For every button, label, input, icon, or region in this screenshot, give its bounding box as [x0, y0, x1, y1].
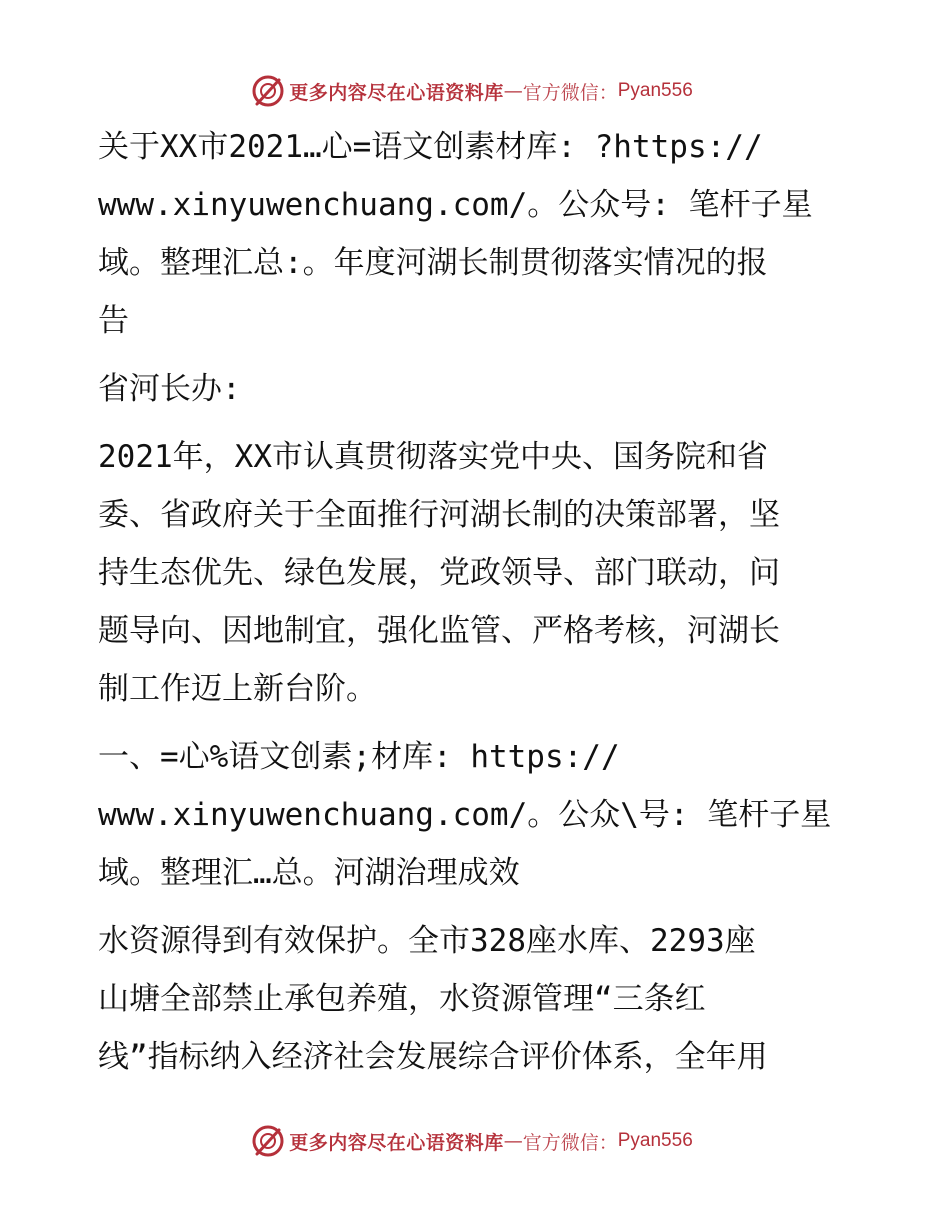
text-line: 持生态优先、绿色发展，党政领导、部门联动，问	[98, 555, 780, 591]
text-line: 省河长办:	[98, 371, 241, 407]
banner-wechat-id: Pyan556	[617, 80, 693, 101]
banner-main-text: 更多内容尽在心语资料库	[289, 1131, 504, 1154]
text-line: 线”指标纳入经济社会发展综合评价体系，全年用	[98, 1039, 768, 1075]
text-line: 委、省政府关于全面推行河湖长制的决策部署，坚	[98, 497, 780, 533]
section-heading-paragraph	[98, 728, 858, 902]
text-line: 域。整理汇…总。河湖治理成效	[98, 855, 520, 891]
text-line: 水资源得到有效保护。全市328座水库、2293座	[98, 923, 756, 959]
banner-separator: —	[503, 1130, 523, 1152]
footer-banner	[0, 1121, 950, 1161]
salutation-paragraph	[98, 360, 858, 418]
text-line: www.xinyuwenchuang.com/。公众号: 笔杆子星	[98, 187, 813, 223]
text-line: 制工作迈上新台阶。	[98, 671, 377, 707]
intro-paragraph	[98, 428, 858, 718]
text-line: 山塘全部禁止承包养殖，水资源管理“三条红	[98, 981, 706, 1017]
banner-wechat-label: 官方微信：	[522, 81, 618, 104]
document-body	[98, 118, 858, 1096]
body-paragraph	[98, 912, 858, 1086]
banner-separator: —	[503, 80, 523, 102]
text-line: 2021年，XX市认真贯彻落实党中央、国务院和省	[98, 439, 768, 475]
text-line: www.xinyuwenchuang.com/。公众\号: 笔杆子星	[98, 797, 832, 833]
text-line: 题导向、因地制宜，强化监管、严格考核，河湖长	[98, 613, 780, 649]
title-paragraph	[98, 118, 858, 350]
text-line: 一、=心%语文创素;材库: https://	[98, 739, 620, 775]
brand-logo-icon	[251, 74, 285, 108]
text-line: 关于XX市2021…心=语文创素材库: ?https://	[98, 129, 763, 165]
banner-wechat-id: Pyan556	[617, 1130, 693, 1151]
banner-main-text: 更多内容尽在心语资料库	[289, 81, 504, 104]
text-line: 域。整理汇总:。年度河湖长制贯彻落实情况的报	[98, 245, 768, 281]
header-banner	[0, 71, 950, 111]
banner-wechat-label: 官方微信：	[522, 1131, 618, 1154]
brand-logo-icon	[251, 1124, 285, 1158]
text-line: 告	[98, 303, 129, 339]
